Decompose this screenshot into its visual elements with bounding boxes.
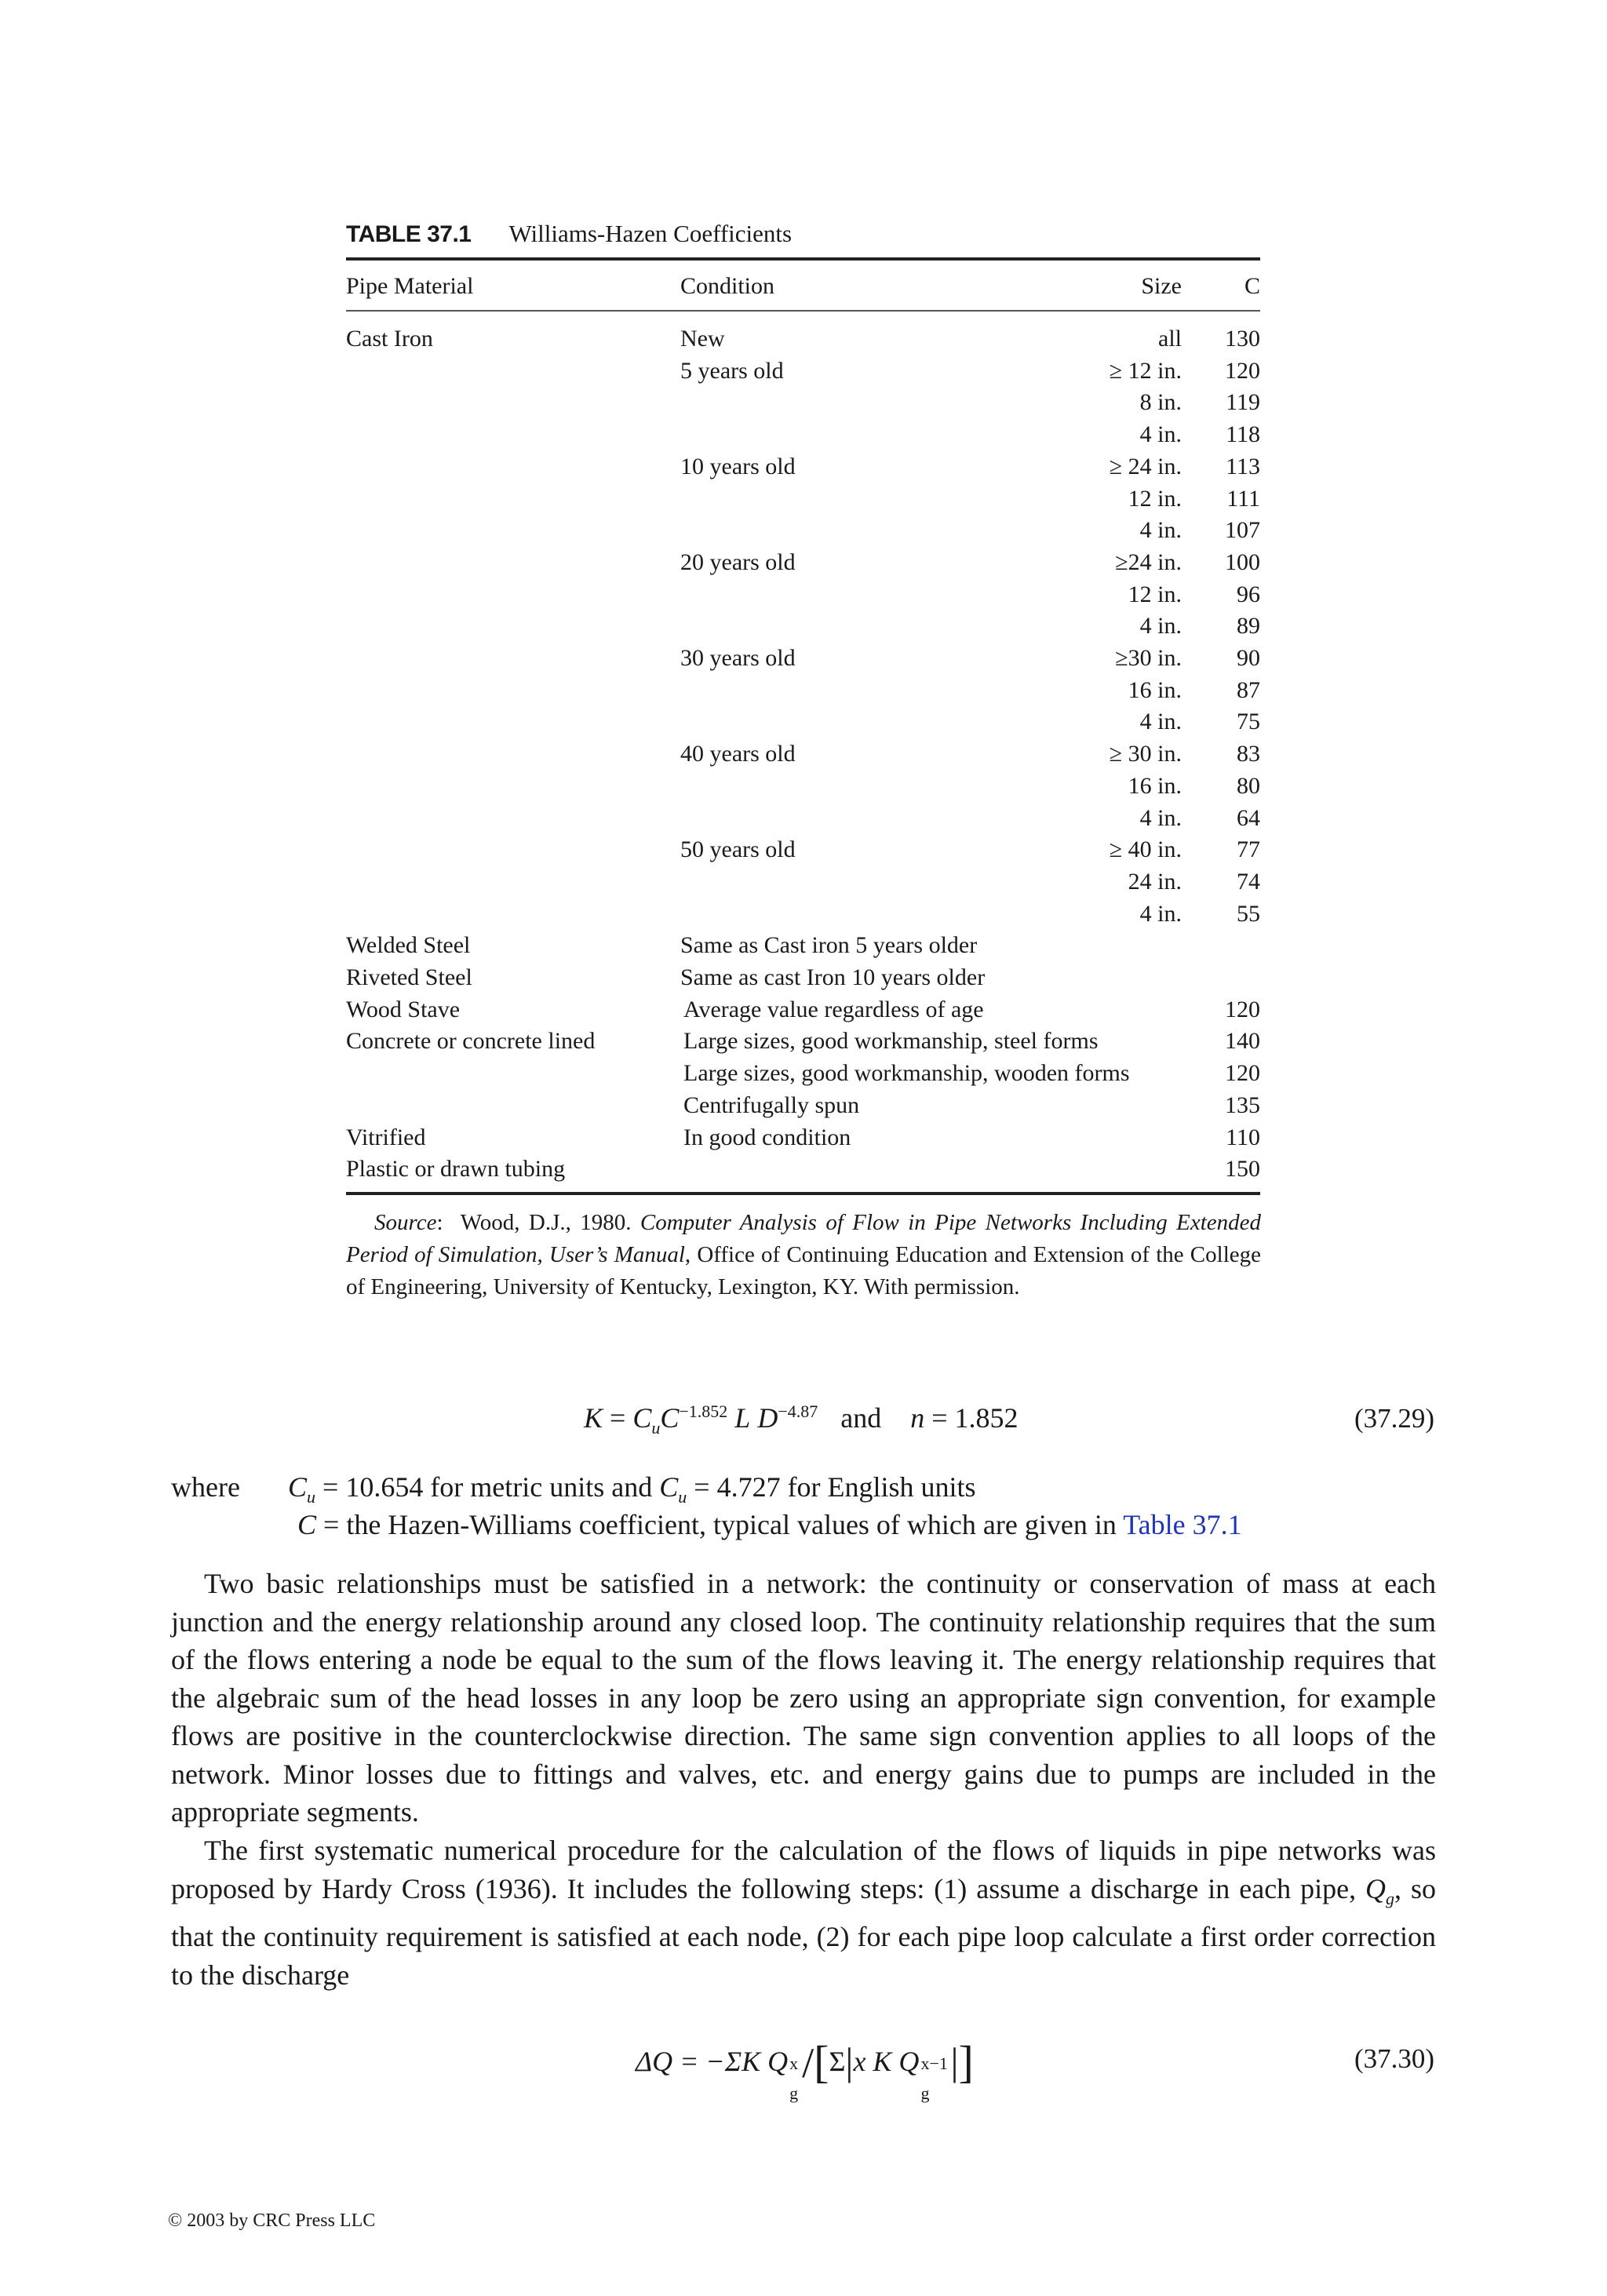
header-pipe-material: Pipe Material [346,273,474,299]
row-c-value: 80 [1237,773,1260,799]
row-condition: 40 years old [680,741,796,767]
row-material: Riveted Steel [346,964,472,990]
row-material: Cast Iron [346,326,433,352]
where-line-1-a: = 10.654 for metric units and [315,1471,660,1503]
where-label: where [171,1471,240,1503]
row-size: 12 in. [1128,581,1182,607]
eq-c-symbol: C [660,1402,680,1434]
row-material: Concrete or concrete lined [346,1028,596,1054]
row-condition: Same as cast Iron 10 years older [680,964,986,990]
copyright-footer: © 2003 by CRC Press LLC [168,2210,376,2231]
row-c-value: 111 [1226,486,1260,512]
table-caption [346,220,792,248]
eq30-exponent: x [789,2054,799,2073]
row-size: 4 in. [1139,901,1182,927]
row-c-value: 74 [1237,869,1260,895]
equation-37-29: $K = C_uC^{-1.852}$ L $D^{-4.87}$ and n = 1.852 [584,1401,1018,1438]
row-condition: Average value regardless of age [683,997,984,1022]
paragraph-2 [171,1831,1436,1994]
table-bottom-rule [346,1192,1260,1195]
row-material: Wood Stave [346,997,461,1022]
eq-c-exponent: −1.852 [679,1401,728,1421]
row-size: 16 in. [1128,773,1182,799]
row-size: 24 in. [1128,869,1182,895]
row-material: Plastic or drawn tubing [346,1156,566,1182]
header-c: C [1244,273,1260,299]
eq-and: and [840,1402,882,1434]
source-work-title: Computer Analysis of Flow in Pipe Networks Including Extended Period of Simulation, User’s Manual [346,1210,1261,1267]
row-c-value: 120 [1225,1060,1260,1086]
row-size: 16 in. [1128,677,1182,703]
row-c-value: 100 [1225,549,1260,575]
row-size: 4 in. [1139,517,1182,543]
row-condition: In good condition [683,1124,851,1150]
table-top-rule [346,257,1260,261]
eq30-sigma: Σ [829,2046,846,2077]
row-condition: 50 years old [680,836,796,862]
row-c-value: 113 [1226,454,1260,479]
header-condition: Condition [680,273,775,299]
eq-cu-symbol: C [632,1402,652,1434]
paragraph-1-text: Two basic relationships must be satisfied in a network: the continuity or conservation of mass at each junction and the energy relationship around any closed loop. The continuity relationship requires that the sum of the flows entering a node be equal to the sum of the flows leaving it. The energy relationship requires that the algebraic sum of the head losses in any loop be zero using an appropriate sign convention, for example flows are positive in the counterclockwise direction. The same sign convention applies to all loops of the network. Minor losses due to fittings and valves, etc. and energy gains due to pumps are included in the appropriate segments. [171,1568,1436,1828]
row-size: 12 in. [1128,486,1182,512]
row-c-value: 89 [1237,613,1260,639]
where-line-1-b: = 4.727 for English units [687,1471,976,1503]
row-c-value: 150 [1225,1156,1260,1182]
eq-cu-subscript: u [651,1418,661,1438]
row-c-value: 140 [1225,1028,1260,1054]
paragraph-1 [171,1565,1436,1831]
eq30-slash: / [802,2039,814,2086]
row-condition: 5 years old [680,358,784,384]
row-size: 4 in. [1139,613,1182,639]
row-c-value: 118 [1226,421,1260,447]
row-c-value: 96 [1237,581,1260,607]
row-size: ≥ 40 in. [1109,836,1182,862]
row-size: 4 in. [1139,421,1182,447]
eq-d-exponent: −4.87 [778,1401,818,1421]
row-condition: 10 years old [680,454,796,479]
row-c-value: 90 [1237,645,1260,671]
eq-l-symbol: L [734,1402,751,1434]
row-condition: 30 years old [680,645,796,671]
row-size: 4 in. [1139,805,1182,831]
row-c-value: 87 [1237,677,1260,703]
paragraph-2-q: Q [1365,1872,1387,1904]
equation-number-37-29: (37.29) [1354,1403,1434,1434]
eq30-lhs: ΔQ = −ΣK Q [636,2046,789,2077]
header-size: Size [1141,273,1182,299]
source-label: Source [374,1210,437,1235]
table-source-note: Source: Wood, D.J., 1980. Computer Analysis of Flow in Pipe Networks Including Extended Period of Simulation, User’s Manual, Office of Continuing Education and Extension of the College of Engineering, University of Kentucky, Lexington, KY. With permission. [346,1210,1261,1299]
row-material: Welded Steel [346,932,471,958]
where-line-2: C = the Hazen-Williams coefficient, typical values of which are given in Table 37.1 [297,1509,1242,1540]
eq30-inner-exponent: x−1 [920,2054,948,2073]
eq-k-symbol: K [584,1402,603,1434]
paragraph-2-q-subscript: g [1386,1888,1395,1908]
row-condition: New [680,326,725,352]
row-size: ≥ 24 in. [1109,454,1182,479]
eq30-close-bracket: ] [958,2036,974,2087]
equation-37-30: ΔQ = −ΣK Q x g /[Σ|x K Q x−1 g |] [636,2036,974,2103]
row-c-value: 119 [1226,389,1260,415]
equation-number-37-30: (37.30) [1354,2043,1434,2074]
table-37-1-link[interactable]: Table 37.1 [1123,1509,1242,1540]
row-c-value: 135 [1225,1092,1260,1118]
table-title: Williams-Hazen Coefficients [508,220,793,247]
table-header-rule [346,310,1260,312]
paragraph-2-part-1: The first systematic numerical procedure for the calculation of the flows of liquids in pipe networks was proposed by Hardy Cross (1936). It includes the following steps: (1) assume a discharge in each pipe, [171,1835,1436,1904]
source-rest: , Office of Continuing Education and Extension of the College of Engineering, University of Kentucky, Lexington, KY. With permission. [346,1242,1261,1299]
source-author: Wood, D.J., 1980. [460,1210,632,1235]
row-size: all [1158,326,1182,352]
row-c-value: 120 [1225,358,1260,384]
eq-n-value: 1.852 [954,1402,1018,1434]
row-condition: Centrifugally spun [683,1092,860,1118]
row-condition: Same as Cast iron 5 years older [680,932,978,958]
row-size: 4 in. [1139,709,1182,734]
row-c-value: 83 [1237,741,1260,767]
row-size: 8 in. [1139,389,1182,415]
row-c-value: 107 [1225,517,1260,543]
paragraph-2-part-2: , so that the continuity requirement is satisfied at each node, (2) for each pipe loop calculate a first order correction to the discharge [171,1872,1436,1991]
row-c-value: 120 [1225,997,1260,1022]
row-c-value: 77 [1237,836,1260,862]
row-condition: Large sizes, good workmanship, wooden forms [683,1060,1130,1086]
eq30-open-bracket: [ [814,2036,829,2087]
eq-d-symbol: D [757,1402,778,1434]
row-size: ≥30 in. [1115,645,1182,671]
table-label: TABLE 37.1 [346,221,472,247]
row-material: Vitrified [346,1124,426,1150]
eq30-inner-subscript: g [920,2083,930,2103]
row-c-value: 55 [1237,901,1260,927]
row-c-value: 130 [1225,326,1260,352]
row-size: ≥24 in. [1115,549,1182,575]
row-c-value: 75 [1237,709,1260,734]
eq30-inner: x K Q [853,2046,920,2077]
row-c-value: 110 [1226,1124,1260,1150]
row-size: ≥ 12 in. [1109,358,1182,384]
row-c-value: 64 [1237,805,1260,831]
where-line-1: $C_u = 10.654$ for metric units and $C_u = 4.727$ for English units [288,1471,976,1507]
row-size: ≥ 30 in. [1109,741,1182,767]
row-condition: Large sizes, good workmanship, steel forms [683,1028,1099,1054]
where-line-2-text: = the Hazen-Williams coefficient, typical values of which are given in [316,1509,1124,1540]
row-condition: 20 years old [680,549,796,575]
eq-n-symbol: n [910,1402,925,1434]
eq30-subscript: g [789,2083,799,2103]
